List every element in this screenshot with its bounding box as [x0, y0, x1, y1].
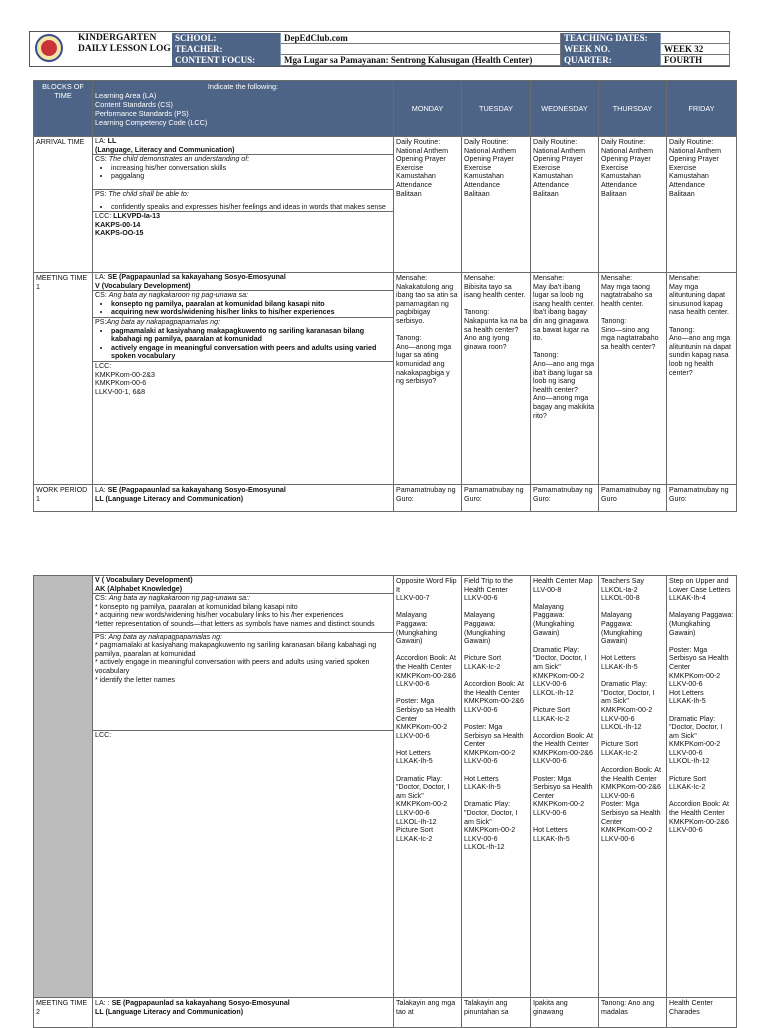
arrival-ps: The child shall be able to:: [108, 189, 189, 198]
work1-cont-ps-line: * actively engage in meaningful conversation with peers and adults using varied spoken vocabulary: [95, 658, 370, 675]
work1-cont-la-1: V ( Vocabulary Development): [95, 576, 193, 584]
meeting2-friday: Health Center Charades: [667, 998, 737, 1028]
meeting1-ps-item: • pagmamalaki at kasiyahang makapagkuwento ng sariling karanasan bilang kabahagi ng pamilya, paaralan at komunidad: [111, 327, 391, 344]
arrival-cs: The child demonstrates an understanding of:: [108, 155, 250, 164]
deped-seal-icon: [29, 31, 67, 67]
arrival-cs-item: • paggalang: [111, 172, 391, 181]
work1-cont-cs-line: *letter representation of sounds—that letters as symbols have names and distinct sounds: [95, 619, 375, 628]
work1-monday: Pamamatnubay ng Guro:: [394, 485, 462, 512]
indicate-cs: Content Standards (CS): [95, 100, 173, 109]
work1-cont-cs-line: * konsepto ng pamilya, paaralan at komunidad bilang kasapi nito: [95, 602, 298, 611]
work1-thursday: Pamamatnubay ng Guro: [599, 485, 667, 512]
meeting1-monday: Mensahe: Nakakatulong ang ibang tao sa atin sa pamamagitan ng pagbibigay serbisyo. Tanong: Ano—anong mga lugar sa ating komunidad ang nakakapagbiga y ng serbisyo?: [394, 273, 462, 485]
content-focus-value: Mga Lugar sa Pamayanan: Sentrong Kalusugan (Health Center): [281, 55, 561, 66]
arrival-friday: Daily Routine: National Anthem Opening Prayer Exercise Kamustahan Attendance Balitaan: [667, 137, 737, 273]
quarter-value: FOURTH: [661, 55, 730, 66]
work1-cont-ps-prefix: PS:: [95, 632, 107, 641]
title-daily-lesson-log: DAILY LESSON LOG: [78, 44, 171, 54]
meeting2-la: SE (Pagpapaunlad sa kakayahang Sosyo-Emosyunal: [111, 999, 290, 1007]
meeting2-standards-cell: [93, 998, 394, 1028]
work1-cont-ps-line: * pagmamalaki at kasiyahang makapagkuwento ng sariling karanasan bilang kabahagi ng pamilya, paaralan at komunidad: [95, 641, 377, 658]
work1-time-cell: WORK PERIOD 1: [34, 485, 93, 512]
arrival-ps-item: • confidently speaks and expresses his/her feelings and ideas in words that makes sense: [111, 203, 391, 212]
arrival-la: LL: [107, 137, 117, 145]
arrival-tuesday: Daily Routine: National Anthem Opening Prayer Exercise Kamustahan Attendance Balitaan: [462, 137, 531, 273]
teaching-dates-label: TEACHING DATES:: [561, 33, 661, 44]
work1-cont-cs-prefix: CS:: [95, 594, 107, 603]
work1-cont-standards-cell: [93, 576, 394, 998]
work1-cont-ps: Ang bata ay nakapagpapamalas ng:: [108, 632, 223, 641]
teaching-dates-value: [661, 33, 730, 44]
arrival-time-cell: ARRIVAL TIME: [34, 137, 93, 273]
week-value: WEEK 32: [661, 44, 730, 55]
quarter-label: QUARTER:: [561, 55, 661, 66]
meeting1-la-2: V (Vocabulary Development): [95, 281, 191, 290]
teacher-value: [281, 44, 561, 55]
work1-la: SE (Pagpapaunlad sa kakayahang Sosyo-Emosyunal: [107, 486, 286, 494]
work1-cont-friday: Step on Upper and Lower Case Letters LLKAK-Ih-4 Malayang Paggawa: (Mungkahing Gawain) Poster: Mga Serbisyo sa Health Center KMKPKom-00-2 LLKV-00-6 Hot Letters LLKAK-Ih-5 Dramatic Play: "Doctor, Doctor, I am Sick" KMKPKom-00-2 LLKV-00-6 LLKOL-Ih-12 Picture Sort LLKAK-Ic-2 Accordion Book: At the Health Center KMKPKom-00-2&6 LLKV-00-6: [667, 576, 737, 998]
meeting1-la-prefix: LA:: [95, 273, 108, 281]
work1-cont-la-2: AK (Alphabet Knowledge): [95, 584, 183, 593]
meeting1-lcc-line: KMKPKom-00-2&3: [95, 370, 155, 379]
col-thursday: THURSDAY: [599, 81, 667, 137]
meeting1-cs-prefix: CS:: [95, 291, 109, 300]
arrival-lcc-3: KAKPS-OO-15: [95, 229, 144, 238]
arrival-ps-prefix: PS:: [95, 189, 109, 198]
teacher-label: TEACHER:: [172, 44, 281, 55]
meeting1-standards-cell: [93, 273, 394, 485]
col-tuesday: TUESDAY: [462, 81, 531, 137]
arrival-la-prefix: LA:: [95, 137, 108, 145]
meeting2-monday: Talakayin ang mga tao at: [394, 998, 462, 1028]
meeting1-lcc-line: LLKV-00-1, 6&8: [95, 387, 146, 396]
arrival-thursday: Daily Routine: National Anthem Opening Prayer Exercise Kamustahan Attendance Balitaan: [599, 137, 667, 273]
meeting1-lcc-label: LCC:: [95, 361, 112, 370]
meeting1-wednesday: Mensahe: May iba't ibang lugar sa loob ng isang health center. Iba't ibang bagay din ang ginagawa sa bawat lugar na ito. Tanong: Ano—ano ang mga iba't ibang lugar sa loob ng isang health center? Ano—anong mga bagay ang makikita rito?: [531, 273, 599, 485]
work1-cont-cs-line: * acquiring new words/widening his/her vocabulary links to his /her experiences: [95, 611, 344, 620]
work1-tuesday: Pamamatnubay ng Guro:: [462, 485, 531, 512]
meeting1-thursday: Mensahe: May mga taong nagtatrabaho sa health center. Tanong: Sino—sino ang mga nagtatrabaho sa health center?: [599, 273, 667, 485]
meeting1-cs: Ang bata ay nagkakaroon ng pag-unawa sa:: [108, 291, 249, 300]
content-focus-label: CONTENT FOCUS:: [172, 55, 281, 66]
work1-cont-cs: Ang bata ay nagkakaroon ng pag-unawa sa::: [108, 594, 251, 603]
work1-standards-cell: [93, 485, 394, 512]
indicate-la: Learning Area (LA): [95, 91, 157, 100]
work1-wednesday: Pamamatnubay ng Guro:: [531, 485, 599, 512]
work1-friday: Pamamatnubay ng Guro:: [667, 485, 737, 512]
meeting1-ps: Ang bata ay nakapagpapamalas ng:: [106, 317, 221, 326]
week-label: WEEK NO.: [561, 44, 661, 55]
col-blocks-of-time: BLOCKS OF TIME: [34, 81, 93, 137]
lesson-table-page2: [33, 575, 737, 1028]
work1-cont-lcc-label: LCC:: [95, 730, 112, 739]
meeting1-cs-item: • acquiring new words/widening his/her links to his/her experiences: [111, 308, 391, 317]
title-kindergarten: KINDERGARTEN: [78, 33, 157, 43]
meeting2-tuesday: Talakayin ang pinuntahan sa: [462, 998, 531, 1028]
meeting1-tuesday: Mensahe: Bibisita tayo sa isang health center. Tanong: Nakapunta ka na ba sa health center? Ano ang iyong ginawa roon?: [462, 273, 531, 485]
arrival-lcc-prefix: LCC:: [95, 212, 114, 221]
meeting1-ps-prefix: PS:: [95, 317, 107, 326]
arrival-standards-cell: [93, 137, 394, 273]
meeting2-la-prefix: LA: :: [95, 999, 112, 1007]
indicate-ps: Performance Standards (PS): [95, 109, 189, 118]
meeting1-lcc-line: KMKPKom-00-6: [95, 379, 147, 388]
arrival-cs-prefix: CS:: [95, 155, 109, 164]
work1-cont-wednesday: Health Center Map LLV-00-8 Malayang Paggawa: (Mungkahing Gawain) Dramatic Play: "Doctor, Doctor, I am Sick" KMKPKom-00-2 LLKV-00-6 LLKOL-Ih-12 Picture Sort LLKAK-Ic-2 Accordion Book: At the Health Center KMKPKom-00-2&6 LLKV-00-6 Poster: Mga Serbisyo sa Health Center KMKPKom-00-2 LLKV-00-6 Hot Letters LLKAK-Ih-5: [531, 576, 599, 998]
arrival-lcc: LLKVPD-Ia-13: [113, 212, 161, 221]
indicate-heading: Indicate the following:: [207, 82, 279, 91]
meeting1-la: SE (Pagpapaunlad sa kakayahang Sosyo-Emosyunal: [107, 273, 286, 281]
meeting2-wednesday: Ipakita ang ginawang: [531, 998, 599, 1028]
col-wednesday: WEDNESDAY: [531, 81, 599, 137]
col-monday: MONDAY: [394, 81, 462, 137]
work1-cont-monday: Opposite Word Flip It LLKV-00-7 Malayang Paggawa: (Mungkahing Gawain) Accordion Book: At the Health Center KMKPKom-00-2&6 LLKV-00-6 Poster: Mga Serbisyo sa Health Center KMKPKom-00-2 LLKV-00-6 Hot Letters LLKAK-Ih-5 Dramatic Play: "Doctor, Doctor, I am Sick" KMKPKom-00-2 LLKV-00-6 LLKOL-Ih-12 Picture Sort LLKAK-Ic-2: [394, 576, 462, 998]
school-value: DepEdClub.com: [281, 33, 561, 44]
meeting1-cs-item: • konsepto ng pamilya, paaralan at komunidad bilang kasapi nito: [111, 300, 391, 309]
work1-cont-tuesday: Field Trip to the Health Center LLKV-00-6 Malayang Paggawa: (Mungkahing Gawain) Picture Sort LLKAK-Ic-2 Accordion Book: At the Health Center KMKPKom-00-2&6 LLKV-00-6 Poster: Mga Serbisyo sa Health Center KMKPKom-00-2 LLKV-00-6 Hot Letters LLKAK-Ih-5 Dramatic Play: "Doctor, Doctor, I am Sick" KMKPKom-00-2 LLKV-00-6 LLKOL-Ih-12: [462, 576, 531, 998]
arrival-la-sub: (Language, Literacy and Communication): [95, 145, 235, 154]
arrival-lcc-2: KAKPS-00-14: [95, 220, 141, 229]
school-label: SCHOOL:: [172, 33, 281, 44]
meeting2-time-cell: MEETING TIME 2: [34, 998, 93, 1028]
arrival-cs-item: • increasing his/her conversation skills: [111, 164, 391, 173]
meeting1-time-cell: MEETING TIME 1: [34, 273, 93, 485]
col-indicate: [93, 81, 394, 137]
work1-la-prefix: LA:: [95, 486, 108, 494]
col-friday: FRIDAY: [667, 81, 737, 137]
lesson-table-page1: [33, 80, 737, 512]
meeting1-friday: Mensahe: May mga alituntuning dapat sinusunod kapag nasa health center. Tanong: Ano—ano ang mga alituntunin na dapat sundin kapag nasa loob ng health center?: [667, 273, 737, 485]
meeting2-thursday: Tanong: Ano ang madalas: [599, 998, 667, 1028]
indicate-lcc: Learning Competency Code (LCC): [95, 118, 208, 127]
arrival-monday: Daily Routine: National Anthem Opening Prayer Exercise Kamustahan Attendance Balitaan: [394, 137, 462, 273]
arrival-wednesday: Daily Routine: National Anthem Opening Prayer Exercise Kamustahan Attendance Balitaan: [531, 137, 599, 273]
work1-la-2: LL (Language Literacy and Communication): [95, 494, 244, 503]
work1-cont-time-cell: [34, 576, 93, 998]
meeting1-ps-item: • actively engage in meaningful conversation with peers and adults using varied spoken vocabulary: [111, 344, 391, 361]
work1-cont-ps-line: * identify the letter names: [95, 675, 176, 684]
meeting2-la-2: LL (Language Literacy and Communication): [95, 1007, 244, 1016]
work1-cont-thursday: Teachers Say LLKOL-Ia-2 LLKOL-00-8 Malayang Paggawa: (Mungkahing Gawain) Hot Letters LLKAK-Ih-5 Dramatic Play: "Doctor, Doctor, I am Sick" KMKPKom-00-2 LLKV-00-6 LLKOL-Ih-12 Picture Sort LLKAK-Ic-2 Accordion Book: At the Health Center KMKPKom-00-2&6 LLKV-00-6 Poster: Mga Serbisyo sa Health Center KMKPKom-00-2 LLKV-00-6: [599, 576, 667, 998]
